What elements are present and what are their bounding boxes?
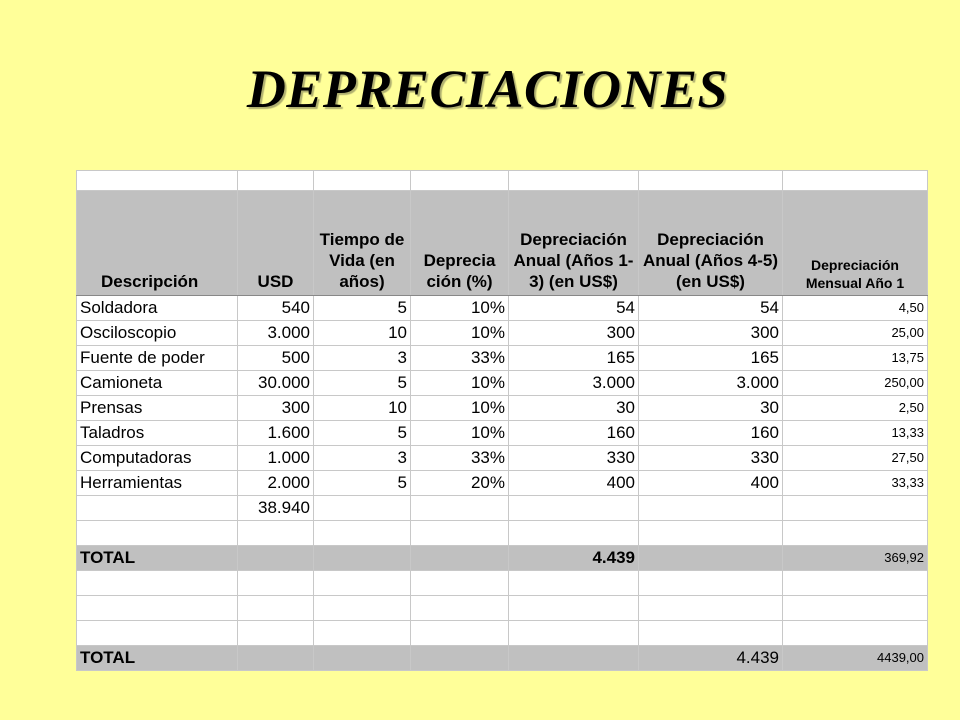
empty-cell [238,571,314,596]
depreciation-table [76,170,928,671]
cell-annual-1-3: 30 [509,396,639,421]
header-rate: Deprecia ción (%) [411,191,509,296]
empty-cell [77,496,238,521]
cell-rate: 20% [411,471,509,496]
cell-monthly: 13,33 [783,421,928,446]
table-row [77,371,928,396]
empty-cell [509,571,639,596]
table-row [77,396,928,421]
cell-usd: 300 [238,396,314,421]
total-label: TOTAL [77,646,238,671]
empty-cell [314,621,411,646]
cell-annual-4-5: 300 [639,321,783,346]
empty-cell [411,546,509,571]
cell-description: Taladros [77,421,238,446]
blank-row [77,171,928,191]
cell-rate: 33% [411,346,509,371]
cell-monthly: 33,33 [783,471,928,496]
total-row [77,546,928,571]
cell-annual-4-5: 54 [639,296,783,321]
empty-cell [783,571,928,596]
header-life: Tiempo de Vida (en años) [314,191,411,296]
empty-cell [314,646,411,671]
cell-life: 5 [314,471,411,496]
cell-annual-4-5: 160 [639,421,783,446]
header-monthly-year1: Depreciación Mensual Año 1 [783,191,928,296]
cell-usd: 500 [238,346,314,371]
cell-annual-1-3: 160 [509,421,639,446]
cell-usd: 30.000 [238,371,314,396]
empty-cell [639,596,783,621]
empty-cell [639,621,783,646]
table-row [77,296,928,321]
cell-annual-4-5: 30 [639,396,783,421]
cell-annual-1-3: 300 [509,321,639,346]
empty-cell [314,596,411,621]
cell-rate: 10% [411,296,509,321]
empty-cell [509,646,639,671]
empty-cell [411,646,509,671]
table-row [77,321,928,346]
cell-rate: 10% [411,321,509,346]
empty-cell [314,546,411,571]
empty-cell [639,521,783,546]
empty-cell [639,546,783,571]
cell-annual-1-3: 3.000 [509,371,639,396]
empty-cell [238,521,314,546]
empty-cell [77,571,238,596]
cell-monthly: 25,00 [783,321,928,346]
table-row [77,446,928,471]
total-row-2 [77,646,928,671]
empty-cell [783,521,928,546]
total-annual-4-5: 4.439 [639,646,783,671]
empty-cell [411,521,509,546]
total-monthly: 369,92 [783,546,928,571]
blank-row [77,521,928,546]
cell-life: 3 [314,446,411,471]
cell-annual-4-5: 330 [639,446,783,471]
table-row [77,421,928,446]
cell-annual-4-5: 3.000 [639,371,783,396]
header-row [77,191,928,296]
empty-cell [509,496,639,521]
cell-life: 3 [314,346,411,371]
empty-cell [509,521,639,546]
cell-monthly: 27,50 [783,446,928,471]
header-description: Descripción [77,191,238,296]
cell-rate: 33% [411,446,509,471]
empty-cell [238,596,314,621]
cell-monthly: 13,75 [783,346,928,371]
cell-life: 5 [314,371,411,396]
empty-cell [509,621,639,646]
empty-cell [639,496,783,521]
total-annual-1-3: 4.439 [509,546,639,571]
cell-description: Prensas [77,396,238,421]
table-row [77,346,928,371]
empty-cell [411,596,509,621]
usd-sum: 38.940 [238,496,314,521]
total-monthly: 4439,00 [783,646,928,671]
header-usd: USD [238,191,314,296]
blank-row [77,621,928,646]
table-row [77,471,928,496]
cell-description: Camioneta [77,371,238,396]
cell-usd: 3.000 [238,321,314,346]
cell-life: 5 [314,296,411,321]
cell-monthly: 2,50 [783,396,928,421]
empty-cell [411,496,509,521]
empty-cell [783,621,928,646]
cell-usd: 1.000 [238,446,314,471]
cell-life: 10 [314,396,411,421]
cell-life: 5 [314,421,411,446]
empty-cell [411,621,509,646]
slide-title: DEPRECIACIONES [246,59,729,119]
cell-annual-1-3: 330 [509,446,639,471]
cell-rate: 10% [411,371,509,396]
empty-cell [639,571,783,596]
blank-row [77,571,928,596]
cell-rate: 10% [411,396,509,421]
cell-life: 10 [314,321,411,346]
cell-usd: 1.600 [238,421,314,446]
empty-cell [783,496,928,521]
empty-cell [238,546,314,571]
cell-description: Soldadora [77,296,238,321]
cell-monthly: 4,50 [783,296,928,321]
blank-row [77,596,928,621]
cell-description: Fuente de poder [77,346,238,371]
cell-monthly: 250,00 [783,371,928,396]
empty-cell [238,621,314,646]
empty-cell [314,571,411,596]
header-annual-1-3: Depreciación Anual (Años 1-3) (en US$) [509,191,639,296]
empty-cell [314,521,411,546]
cell-annual-4-5: 165 [639,346,783,371]
empty-cell [783,596,928,621]
cell-description: Herramientas [77,471,238,496]
cell-usd: 2.000 [238,471,314,496]
cell-annual-4-5: 400 [639,471,783,496]
total-label: TOTAL [77,546,238,571]
empty-cell [238,646,314,671]
cell-rate: 10% [411,421,509,446]
empty-cell [314,496,411,521]
cell-description: Osciloscopio [77,321,238,346]
empty-cell [77,521,238,546]
cell-usd: 540 [238,296,314,321]
empty-cell [509,596,639,621]
cell-description: Computadoras [77,446,238,471]
empty-cell [77,596,238,621]
cell-annual-1-3: 400 [509,471,639,496]
empty-cell [77,621,238,646]
empty-cell [411,571,509,596]
usd-sum-row [77,496,928,521]
cell-annual-1-3: 54 [509,296,639,321]
header-annual-4-5: Depreciación Anual (Años 4-5) (en US$) [639,191,783,296]
cell-annual-1-3: 165 [509,346,639,371]
